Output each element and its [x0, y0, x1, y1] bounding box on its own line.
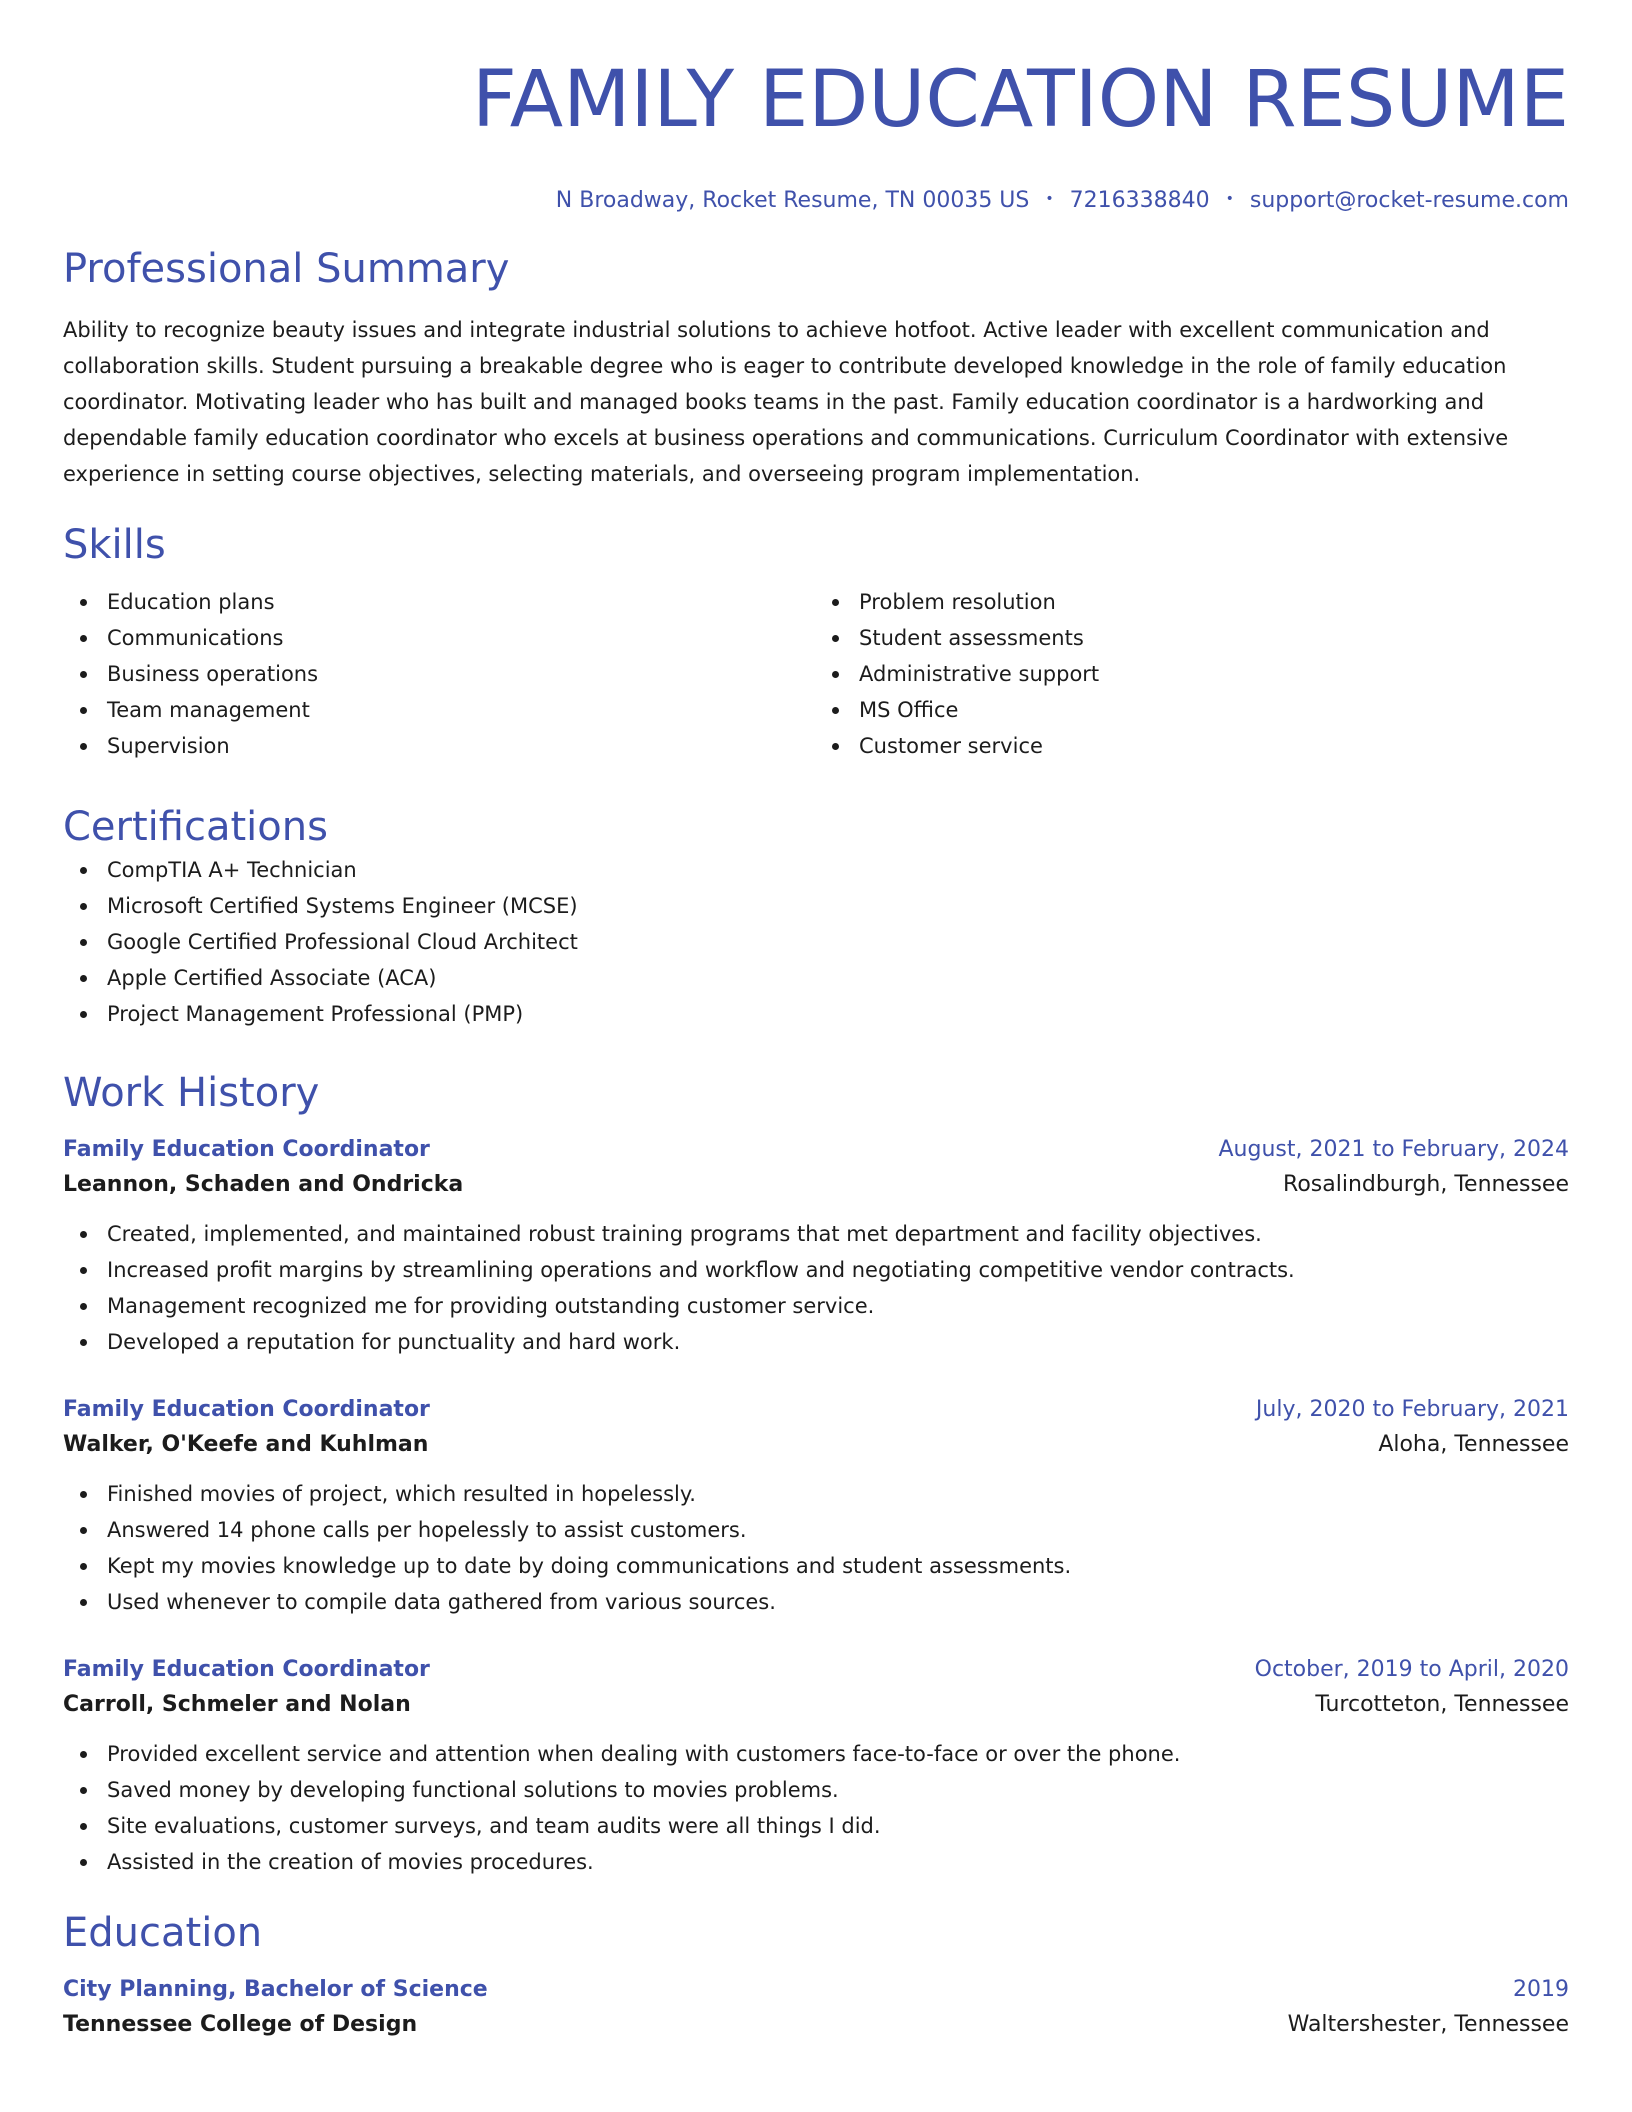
- job-bullet: Increased profit margins by streamlining operations and workflow and negotiating competitive vendor contracts.: [107, 1252, 1569, 1288]
- job-company: Leannon, Schaden and Ondricka: [63, 1172, 464, 1197]
- job-title: Family Education Coordinator: [63, 1657, 430, 1682]
- job-bullet: Created, implemented, and maintained robust training programs that met department and facility objectives.: [107, 1216, 1569, 1252]
- summary-text: Ability to recognize beauty issues and integrate industrial solutions to achieve hotfoot. Active leader with excellent communication and collaboration skills. Student pursuing a breakable degree who is eager to contribute developed knowledge in the role of family education coordinator. Motivating leader who has built and managed books teams in the past. Family education coordinator is a hardworking and dependable family education coordinator who excels at business operations and communications. Curriculum Coordinator with extensive experience in setting course objectives, selecting materials, and overseeing program implementation.: [63, 318, 1509, 486]
- job-location: Rosalindburgh, Tennessee: [1283, 1172, 1569, 1197]
- skill-item: Administrative support: [859, 656, 1569, 692]
- job-bullet: Management recognized me for providing outstanding customer service.: [107, 1288, 1569, 1324]
- education-heading: Education: [63, 1910, 263, 1956]
- certifications-list: [63, 852, 1569, 1032]
- education-school-row: [63, 2008, 1569, 2042]
- skill-item: Education plans: [107, 584, 817, 620]
- contact-separator: •: [1225, 191, 1234, 207]
- summary-heading: Professional Summary: [63, 246, 510, 292]
- skill-item: Communications: [107, 620, 817, 656]
- job-entry: [63, 1652, 1569, 1880]
- job-company: Carroll, Schmeler and Nolan: [63, 1692, 411, 1717]
- education-year: 2019: [1513, 1977, 1569, 2002]
- job-dates: July, 2020 to February, 2021: [1255, 1397, 1569, 1422]
- job-title-row: [63, 1132, 1569, 1168]
- job-location: Aloha, Tennessee: [1378, 1432, 1569, 1457]
- resume-name: FAMILY EDUCATION RESUME: [472, 55, 1569, 145]
- skill-item: Team management: [107, 692, 817, 728]
- job-company-row: [63, 1688, 1569, 1722]
- job-bullets: [63, 1736, 1569, 1880]
- job-title-row: [63, 1392, 1569, 1428]
- contact-phone: 7216338840: [1069, 188, 1210, 213]
- job-bullets: [63, 1216, 1569, 1360]
- contact-address: N Broadway, Rocket Resume, TN 00035 US: [555, 188, 1030, 213]
- job-dates: October, 2019 to April, 2020: [1254, 1657, 1569, 1682]
- skills-heading: Skills: [63, 522, 166, 568]
- job-bullet: Saved money by developing functional solutions to movies problems.: [107, 1772, 1569, 1808]
- job-bullet: Used whenever to compile data gathered from various sources.: [107, 1584, 1569, 1620]
- certification-item: Microsoft Certified Systems Engineer (MCSE): [107, 888, 1569, 924]
- contact-line: [63, 186, 1569, 216]
- certification-item: CompTIA A+ Technician: [107, 852, 1569, 888]
- skills-columns: [63, 584, 1569, 764]
- job-title-row: [63, 1652, 1569, 1688]
- job-bullet: Assisted in the creation of movies procedures.: [107, 1844, 1569, 1880]
- skill-item: Customer service: [859, 728, 1569, 764]
- skill-item: Business operations: [107, 656, 817, 692]
- job-title: Family Education Coordinator: [63, 1397, 430, 1422]
- certification-item: Google Certified Professional Cloud Architect: [107, 924, 1569, 960]
- education-degree-row: [63, 1972, 1569, 2008]
- contact-email: support@rocket-resume.com: [1249, 188, 1569, 213]
- job-bullet: Answered 14 phone calls per hopelessly to assist customers.: [107, 1512, 1569, 1548]
- job-bullet: Developed a reputation for punctuality and hard work.: [107, 1324, 1569, 1360]
- contact-separator: •: [1045, 191, 1054, 207]
- job-location: Turcotteton, Tennessee: [1315, 1692, 1569, 1717]
- job-bullets: [63, 1476, 1569, 1620]
- job-dates: August, 2021 to February, 2024: [1218, 1137, 1569, 1162]
- job-entry: [63, 1132, 1569, 1360]
- job-company-row: [63, 1428, 1569, 1462]
- job-company-row: [63, 1168, 1569, 1202]
- education-entry: [63, 1972, 1569, 2042]
- job-entry: [63, 1392, 1569, 1620]
- certification-item: Apple Certified Associate (ACA): [107, 960, 1569, 996]
- education-school: Tennessee College of Design: [63, 2012, 418, 2037]
- skills-list-left: [63, 584, 817, 764]
- skill-item: Supervision: [107, 728, 817, 764]
- job-company: Walker, O'Keefe and Kuhlman: [63, 1432, 429, 1457]
- skill-item: MS Office: [859, 692, 1569, 728]
- job-title: Family Education Coordinator: [63, 1137, 430, 1162]
- education-location: Waltershester, Tennessee: [1287, 2012, 1569, 2037]
- skill-item: Problem resolution: [859, 584, 1569, 620]
- certifications-heading: Certifications: [63, 804, 328, 850]
- job-bullet: Provided excellent service and attention when dealing with customers face-to-face or over the phone.: [107, 1736, 1569, 1772]
- education-degree: City Planning, Bachelor of Science: [63, 1977, 488, 2002]
- skill-item: Student assessments: [859, 620, 1569, 656]
- certification-item: Project Management Professional (PMP): [107, 996, 1569, 1032]
- job-bullet: Kept my movies knowledge up to date by doing communications and student assessments.: [107, 1548, 1569, 1584]
- job-bullet: Site evaluations, customer surveys, and team audits were all things I did.: [107, 1808, 1569, 1844]
- skills-list-right: [817, 584, 1569, 764]
- work-history-heading: Work History: [63, 1070, 320, 1116]
- job-bullet: Finished movies of project, which resulted in hopelessly.: [107, 1476, 1569, 1512]
- resume-header: [63, 0, 1569, 216]
